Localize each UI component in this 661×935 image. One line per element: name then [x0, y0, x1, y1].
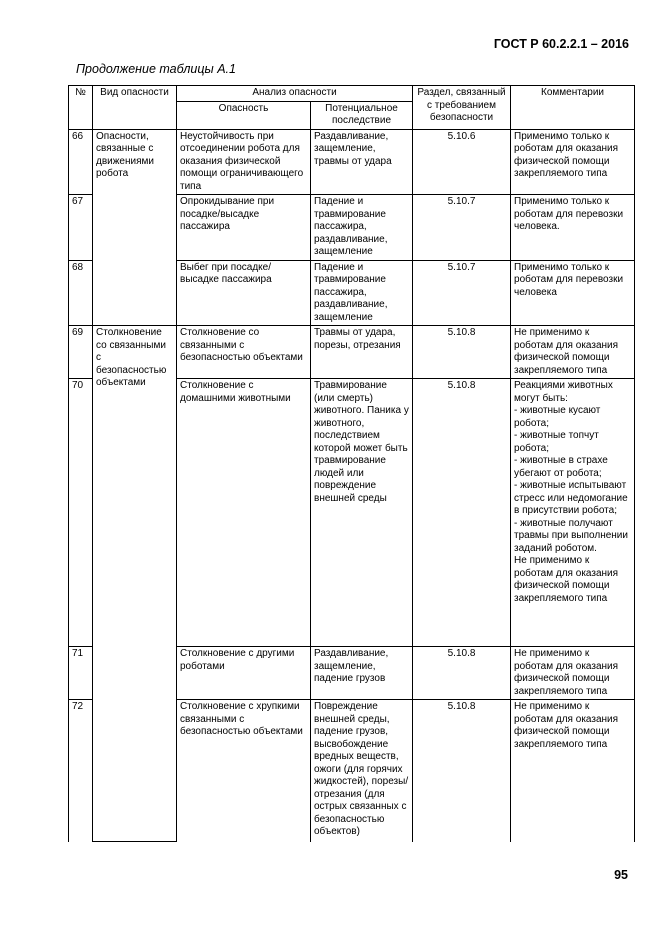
danger-cell: Неустойчивость при отсоединении робота для оказания физической помощи ограничивающего типа — [177, 129, 311, 195]
row-number: 67 — [69, 195, 93, 261]
header-danger: Опасность — [177, 101, 311, 129]
header-section: Раздел, связанный с требованием безопасности — [413, 86, 511, 130]
danger-cell: Опрокидывание при посадке/высадке пассажира — [177, 195, 311, 261]
hazard-group: Столкновение со связанными с безопасностью объектами — [93, 326, 177, 842]
danger-cell: Столкновение со связанными с безопасностью объектами — [177, 326, 311, 379]
section-cell: 5.10.7 — [413, 195, 511, 261]
comment-line: Реакциями животных могут быть: — [514, 380, 613, 404]
comment-line: - животные испытывают стресс или недомогание в присутствии робота; — [514, 480, 628, 516]
table-row — [69, 129, 635, 195]
section-cell: 5.10.6 — [413, 129, 511, 195]
comment-cell: Не применимо к роботам для оказания физической помощи закрепляемого типа — [511, 700, 635, 842]
header-analysis: Анализ опасности — [177, 86, 413, 102]
comment-cell: Применимо только к роботам для перевозки человека — [511, 260, 635, 326]
comment-cell: Применимо только к роботам для оказания физической помощи закрепляемого типа — [511, 129, 635, 195]
section-cell: 5.10.8 — [413, 379, 511, 647]
comment-cell: Не применимо к роботам для оказания физической помощи закрепляемого типа — [511, 647, 635, 700]
comment-line: - животные получают травмы при выполнении заданий роботом. — [514, 517, 628, 554]
row-number: 66 — [69, 129, 93, 195]
consequence-cell: Раздавливание, защемление, травмы от удара — [311, 129, 413, 195]
header-num: № — [69, 86, 93, 130]
consequence-cell: Травмы от удара, порезы, отрезания — [311, 326, 413, 379]
section-cell: 5.10.8 — [413, 700, 511, 842]
danger-cell: Выбег при посадке/высадке пассажира — [177, 260, 311, 326]
hazard-group: Опасности, связанные с движениями робота — [93, 129, 177, 326]
header-consequence: Потенциальное последствие — [311, 101, 413, 129]
danger-cell: Столкновение с хрупкими связанными с безопасностью объектами — [177, 700, 311, 842]
section-cell: 5.10.7 — [413, 260, 511, 326]
table-caption: Продолжение таблицы А.1 — [76, 62, 236, 76]
comment-line: - животные в страхе убегают от робота; — [514, 455, 608, 479]
comment-line: - животные топчут робота; — [514, 430, 599, 454]
row-number: 72 — [69, 700, 93, 842]
consequence-cell: Травмирование (или смерть) животного. Паника у животного, последствием которой может быть травмирование людей или повреждение внешней среды — [311, 379, 413, 647]
comment-line: Не применимо к роботам для оказания физической помощи закрепляемого типа — [514, 555, 619, 604]
section-cell: 5.10.8 — [413, 647, 511, 700]
header-comments: Комментарии — [511, 86, 635, 130]
comment-cell — [511, 379, 635, 647]
header-kind: Вид опасности — [93, 86, 177, 130]
comment-cell: Не применимо к роботам для оказания физической помощи закрепляемого типа — [511, 326, 635, 379]
table-row — [69, 326, 635, 379]
section-cell: 5.10.8 — [413, 326, 511, 379]
page-number: 95 — [614, 868, 628, 882]
table-header-row-1 — [69, 86, 635, 102]
document-code: ГОСТ Р 60.2.2.1 – 2016 — [493, 37, 629, 51]
comment-line: - животные кусают робота; — [514, 405, 601, 429]
row-number: 68 — [69, 260, 93, 326]
consequence-cell: Падение и травмирование пассажира, раздавливание, защемление — [311, 195, 413, 261]
row-number: 70 — [69, 379, 93, 647]
consequence-cell: Повреждение внешней среды, падение грузов, высвобождение вредных веществ, ожоги (для горячих жидкостей), порезы/отрезания (для острых связанных с безопасностью объектов) — [311, 700, 413, 842]
hazard-table — [68, 85, 635, 842]
row-number: 69 — [69, 326, 93, 379]
danger-cell: Столкновение с другими роботами — [177, 647, 311, 700]
comment-cell: Применимо только к роботам для перевозки человека. — [511, 195, 635, 261]
consequence-cell: Раздавливание, защемление, падение грузов — [311, 647, 413, 700]
consequence-cell: Падение и травмирование пассажира, раздавливание, защемление — [311, 260, 413, 326]
danger-cell: Столкновение с домашними животными — [177, 379, 311, 647]
row-number: 71 — [69, 647, 93, 700]
